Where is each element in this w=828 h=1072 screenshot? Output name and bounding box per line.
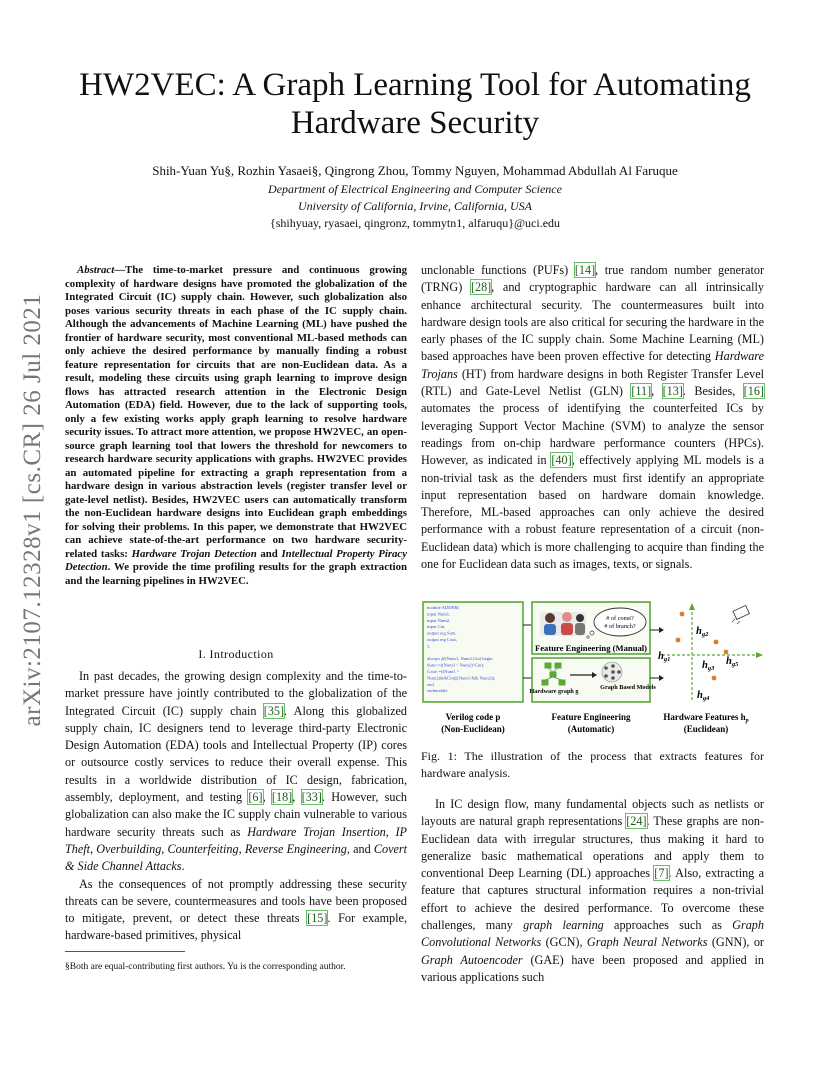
intro-p1-text: . Along this globalized supply chain, IC designers tend to leverage third-party Electronic Design Automation (EDA) tools and Intellectual Property (IP) cores or outsource costly services to reduce their overall expense. This results in a worldwide distribution of IC design, fabrication, assembly, deployment, and testing [65, 703, 407, 805]
code-line: always @(Num1, Num2,Cin) begin [427, 656, 493, 662]
paper-title: HW2VEC: A Graph Learning Tool for Automating Hardware Security [79, 67, 751, 141]
code-line: input Cin, [427, 624, 446, 630]
intro-p2-text: As the consequences of not promptly addressing these security threats can be severe, countermeasures and tools have been proposed to mitigate, prevent, or detect these threats [65, 876, 407, 926]
hg4-label: hg4 [697, 690, 710, 702]
euclidean-axes [662, 608, 762, 700]
hardware-trojans-term: Hardware Trojans [421, 349, 764, 381]
gcn-term: Graph Convolutional Networks [421, 918, 764, 950]
citation-link[interactable]: [35] [263, 703, 285, 718]
right-p1-text: , and cryptographic hardware can all intrinsically enhance architectural security. The countermeasures built into hardware design tools are also critical for securing the hardware in the early phases of the IC supply chain. Some Machine Learning (ML) based approaches have been proven effective for detecting [421, 280, 764, 364]
abstract-label: Abstract [77, 264, 115, 276]
fe-auto-label-2: (Automatic) [567, 724, 615, 734]
threat-term: Overbuilding [96, 841, 162, 856]
abstract-and: and [256, 547, 282, 560]
citation-link[interactable]: [40] [551, 453, 572, 468]
citation-link[interactable]: [7] [654, 866, 669, 881]
footnote: §Both are equal-contributing first authors. Yu is the corresponding author. [65, 962, 346, 972]
abstract-task-2: Intellectual Property Piracy Detection [65, 547, 407, 573]
intro-p1-text: , and [346, 841, 374, 856]
bubble-line-1: # of const? [606, 615, 634, 622]
figure-1-caption: Fig. 1: The illustration of the process that extracts features for hardware analysis. [421, 749, 764, 780]
threat-term: Reverse Engineering [244, 841, 347, 856]
right-p1-text: . Besides, [682, 384, 744, 399]
engineers-icon [540, 612, 586, 636]
citation-link[interactable]: [11] [631, 384, 652, 399]
fe-auto-label-1: Feature Engineering [551, 712, 631, 722]
citation-link[interactable]: [14] [574, 263, 596, 277]
threat-term: IP Theft [65, 824, 407, 856]
citation-link[interactable]: [18] [271, 790, 293, 805]
citation-link[interactable]: [15] [307, 911, 328, 926]
verilog-label-1: Verilog code p [445, 712, 501, 722]
abstract [65, 264, 407, 588]
hg2-label: hg2 [696, 626, 709, 638]
intro-p1-text: In past decades, the growing design complexity and the time-to-market pressure have jointly contributed to the globalization of the Integrated Circuit (IC) supply chain [65, 669, 407, 718]
code-line: Cout<=((Num1 ^ [427, 669, 459, 674]
code-line: Sum<=((Num1 ^ Num2)^Cin); [427, 662, 485, 668]
hwf-label-2: (Euclidean) [683, 724, 729, 734]
hg1-label: hg1 [658, 651, 671, 663]
figure-1 [422, 600, 764, 740]
citation-link[interactable]: [24] [626, 814, 647, 829]
affiliation-univ: University of California, Irvine, California, USA [298, 199, 532, 213]
section-heading-introduction: I. Introduction [198, 647, 274, 661]
right-p2-text: . Also, extracting a feature that captures structural information requires a non-trivial effort to achieve the desired performance. To overcome these challenges, many [421, 866, 764, 933]
gnn-term: Graph Neural Networks [586, 935, 708, 950]
abstract-end: . We provide the time profiling results for the graph extraction and the learning pipelines in HW2VEC. [65, 561, 407, 587]
figure-1-diagram [422, 600, 764, 740]
right-p2-text: . These graphs are non-Euclidean data with irregular structures, thus making it hard to generalize basic mathematical operations and apply them to conventional Deep Learning (DL) approaches [421, 814, 764, 881]
affiliation-dept: Department of Electrical Engineering and Computer Science [268, 182, 562, 196]
threat-term: Hardware Trojan Insertion [247, 824, 386, 839]
citation-link[interactable]: [28] [470, 280, 492, 295]
author-list: Shih-Yuan Yu§, Rozhin Yasaei§, Qingrong Zhou, Tommy Nguyen, Mohammad Abdullah Al Faruque [152, 163, 678, 178]
footnote-rule [65, 951, 185, 952]
right-p1-text: (HT) from hardware designs in both Register Transfer Level (RTL) and Gate-Level Netlist (GLN) [421, 366, 764, 399]
right-paragraph-2 [421, 796, 764, 986]
right-paragraph-1: unclonable functions (PUFs) [14], true random number generator (TRNG) [28], and cryptographic hardware can all intrinsically enhance architectural security. The countermeasures built into hardware design tools are also critical for securing the hardware in the early phases of the IC supply chain. Some Machine Learning (ML) based approaches have been proven effective for detecting Hardware Trojans (HT) from hardware designs in both Register Transfer Level (RTL) and Gate-Level Netlist (GLN) [11], [13]. Besides, [16] automates the process of identifying the counterfeited ICs by leveraging Support Vector Machine (SVM) to analyze the sensor readings from on-chip hardware performance counters (HPCs). However, as indicated in [40], effectively applying ML models is a non-trivial task as the defenders must first identify an appropriate input representation based on hardware domain knowledge. Therefore, ML-based approaches can only achieve the desired performance with a robust feature representation of a circuit (non-Euclidean data) which is more challenging to acquire than finding the one for Euclidean data such as images, texts, or signals. [421, 263, 765, 572]
abstract-text: —The time-to-market pressure and continuous growing complexity of hardware designs have promoted the globalization of the Integrated Circuit (IC) supply chain. However, such globalization also poses various security threats in each phase of the IC supply chain. Although the advancements of Machine Learning (ML) have pushed the frontier of hardware security, most conventional ML-based methods can only achieve the desired performance by manually finding a robust feature representation for circuits that are non-Euclidean data. As a result, modeling these circuits using graph learning to improve design flows has attracted research attention in the Electronic Design Automation (EDA) field. However, due to the lack of supporting tools, only a few existing works apply graph learning to resolve hardware security issues. To attract more attention, we propose HW2VEC, an open-source graph learning tool that lowers the threshold for newcomers to research hardware security applications with graphs. HW2VEC provides an automated pipeline for extracting a graph representation from a hardware design in various abstraction levels (register transfer level or gate-level netlist). Besides, HW2VEC users can automatically transform the non-Euclidean hardware designs into Euclidean graph embeddings for solving their problems. In this paper, we demonstrate that HW2VEC can achieve state-of-the-art performance on two hardware security-related tasks: [65, 264, 407, 560]
right-p2-text: In IC design flow, many fundamental objects such as netlists or layouts are natural graph representations [421, 797, 764, 829]
hardware-graph-label: Hardware graph g [529, 688, 579, 695]
right-p1-text: unclonable functions (PUFs) [421, 263, 575, 277]
hardware-chip-icon [732, 605, 749, 624]
gnn-icon [602, 662, 622, 682]
code-line: input Num1, [427, 611, 451, 617]
gbm-label: Graph Based Models [600, 684, 656, 691]
citation-link[interactable]: [16] [743, 384, 764, 399]
fe-manual-label: Feature Engineering (Manual) [534, 643, 648, 653]
right-p2-text: (GAE) have been proposed and applied in various applications such [421, 952, 764, 984]
right-p2-text: (GNN), or [707, 935, 764, 950]
intro-paragraph-1: In past decades, the growing design complexity and the time-to-market pressure have jointly contributed to the globalization of the Integrated Circuit (IC) supply chain [35]. Along this globalized supply chain, IC designers tend to leverage third-party Electronic Design Automation (EDA) tools and Intellectual Property (IP) cores or outsource costly services to reduce their overall expense. This results in a worldwide distribution of IC design, fabrication, assembly, deployment, and testing [6], [18], [33]. However, such globalization can also make the IC supply chain vulnerable to various hardware security threats such as Hardware Trojan Insertion, IP Theft, Overbuilding, Counterfeiting, Reverse Engineering, and Covert & Side Channel Attacks. As the consequences of not promptly addressing these security threats can be severe, countermeasures and tools have been proposed to mitigate, prevent, or detect these threats [15]. For example, hardware-based primitives, physical [65, 669, 408, 943]
code-line: Num2)&&Cin)||(Num1 && Num2)); [427, 675, 496, 681]
thought-bubble [594, 608, 646, 636]
code-line: input Num2, [427, 617, 451, 623]
right-p1-text: automates the process of identifying the counterfeited ICs by leveraging Support Vector Machine (SVM) to analyze the sensor readings from on-chip hardware performance counters (HPCs). However, as indicated in [421, 401, 764, 468]
graph-learning-term: graph learning [523, 918, 604, 933]
right-p1-text: , true random number generator (TRNG) [421, 263, 765, 295]
right-p1-text: , effectively applying ML models is a non-trivial task as the defenders must first identify an appropriate input representation based on hardware domain knowledge. Therefore, ML-based approaches can only achieve the desired performance with a robust feature representation of a circuit (non-Euclidean data) which is more challenging to acquire than finding the one for Euclidean data such as images, texts, or signals. [421, 453, 764, 572]
threat-term: Covert & Side Channel Attacks [65, 841, 408, 874]
hg5-label: hg5 [726, 656, 739, 668]
right-p2-text: (GCN), [541, 935, 587, 950]
code-line: end [427, 681, 434, 687]
bubble-line-2: # of branch? [604, 623, 636, 630]
hg3-label: hg3 [702, 660, 715, 672]
code-line: endmodule [427, 688, 448, 694]
abstract-task-1: Hardware Trojan Detection [131, 547, 257, 560]
intro-p2-text: . For example, hardware-based primitives, physical [65, 911, 407, 943]
arxiv-stamp-text: arXiv:2107.12328v1 [cs.CR] 26 Jul 2021 [19, 293, 46, 727]
citation-link[interactable]: [6] [248, 790, 263, 805]
code-line: ); [427, 643, 430, 649]
hwf-label-1: Hardware Features $h_p$ [663, 712, 749, 724]
code-line: output reg Cout, [427, 637, 457, 642]
gae-term: Graph Autoencoder [421, 952, 523, 967]
verilog-label-2: (Non-Euclidean) [441, 724, 505, 734]
intro-p1-text: . However, such globalization can also make the IC supply chain vulnerable to various hardware security threats such as [65, 790, 408, 839]
citation-link[interactable]: [33] [301, 790, 322, 805]
right-p2-text: approaches such as [603, 918, 733, 933]
citation-link[interactable]: [13] [662, 384, 683, 399]
code-line: module ADDER( [427, 605, 460, 610]
arxiv-stamp [18, 260, 48, 760]
code-line: output reg Sum, [427, 630, 457, 636]
affiliation-emails: {shihyuay, ryasaei, qingronz, tommytn1, alfaruqu}@uci.edu [269, 216, 561, 230]
threat-term: Counterfeiting [167, 841, 239, 856]
